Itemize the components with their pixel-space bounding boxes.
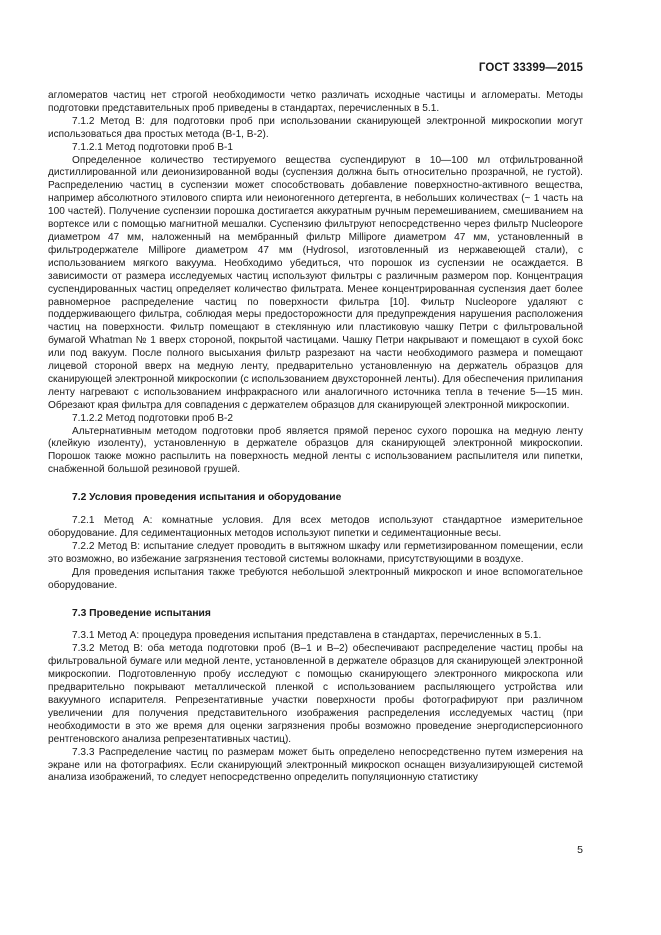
standard-code: ГОСТ 33399—2015 xyxy=(478,62,583,74)
clause-7-1-2-1-text: Определенное количество тестируемого вещества суспендируют в 10—100 мл отфильтрованной дистиллированной или деионизированной воды (суспензия должна быть относительно прозрачной, не густой). Распределению частиц в суспензии может способствовать добавление поверхностно-активного вещества, например абсолютного этилового спирта или неионогенного детергента, в небольших количествах (~ 1 часть на 100 частей). Получение суспензии порошка достигается аккуратным ручным перемешиванием, смешиванием на вортексе или с помощью магнитной мешалки. Суспензию фильтруют непосредственно через фильтр Nucleopore диаметром 47 мм, наложенный на мембранный фильтр Millipore диаметром 47 мм, установленный в фильтродержателе Millipore диаметром 47 мм (Hydrosol, изготовленный из нержавеющей стали), с использованием мягкого вакуума. Необходимо убедиться, что порошок из суспензии не осаждается. В зависимости от размера исследуемых частиц используют фильтры с различным размером пор. Концентрация суспендированных частиц определяет количество фильтрата. Менее концентрированная суспензия дает более равномерное распределение частиц по поверхности фильтра [10]. Фильтр Nucleopore удаляют с поддерживающего фильтра, соблюдая меры предосторожности для предупреждения нарушения расположения частиц на поверхности. Фильтр помещают в стеклянную или пластиковую чашку Петри с фильтровальной бумагой Whatman № 1 вверх стороной, покрытой частицами. Чашку Петри накрывают и помещают в сухой бокс или под вакуум. После полного высыхания фильтр разрезают на части необходимого размера и помещают лицевой стороной вверх на медную ленту, предварительно установленную на держатель образцов для сканирующей электронной микроскопии (с использованием двухсторонней ленты). Для обеспечения прилипания ленту нагревают с использованием инфракрасного или аналогичного источника тепла в течение 5—15 мин. Обрезают края фильтра для совпадения с держателем образцов для сканирующей электронной микроскопии. xyxy=(48,154,583,411)
paragraph-continuation: агломератов частиц нет строгой необходимости четко различать исходные частицы и агломераты. Методы подготовки представительных проб приведены в стандартах, перечисленных в 5.1. xyxy=(48,90,583,114)
clause-7-2-extra: Для проведения испытания также требуются небольшой электронный микроскоп и иное вспомогательное оборудование. xyxy=(48,566,583,591)
page-number: 5 xyxy=(577,844,583,856)
clause-7-3-1: 7.3.1 Метод A: процедура проведения испытания представлена в стандартах, перечисленных в 5.1. xyxy=(72,630,542,642)
clause-7-1-2-2-text: Альтернативным методом подготовки проб является прямой перенос сухого порошка на медную ленту (клейкую изоленту), установленную в держателе образцов для сканирующей электронной микроскопии. Порошок также можно распылить на поверхность медной ленты с использованием распылителя или пипетки, снабженной большой резиновой грушей. xyxy=(48,425,583,476)
clause-7-3-3: 7.3.3 Распределение частиц по размерам может быть определено непосредственно путем измерения на экране или на фотографиях. Если сканирующий электронный микроскоп оснащен визуализирующей системой анализа изображений, то следует непосредственно определить популяционную статистику xyxy=(48,746,583,784)
clause-7-2-2: 7.2.2 Метод B: испытание следует проводить в вытяжном шкафу или герметизированном помещении, если это возможно, во избежание загрязнения тестовой системы волокнами, присутствующими в воздухе. xyxy=(48,540,583,565)
document-body xyxy=(48,90,583,785)
clause-7-1-2: 7.1.2 Метод B: для подготовки проб при использовании сканирующей электронной микроскопии могут использоваться два простых метода (B-1, B-2). xyxy=(48,115,583,140)
clause-7-2-1: 7.2.1 Метод A: комнатные условия. Для всех методов используют стандартное измерительное оборудование. Для седиментационных методов используют пипетки и седиментационные весы. xyxy=(48,515,583,539)
clause-7-3-2: 7.3.2 Метод B: оба метода подготовки проб (B–1 и B–2) обеспечивают распределение частиц пробы на фильтровальной бумаге или медной ленте, установленной в держателе образцов для сканирующей электронной микроскопии. Подготовленную пробу исследуют с помощью сканирующего электронного микроскопа или предварительно покрывают металлической пленкой с использованием распыляющего устройства или вакуумного испарителя. Репрезентативные участки поверхности пробы фотографируют при различном увеличении для получения представительного изображения распределения исследуемых частиц (при необходимости в это же время для оценки загрязнения пробы возможно проведение энергодисперсионного рентгеновского анализа репрезентативных частиц). xyxy=(48,643,583,745)
section-7-3-heading: 7.3 Проведение испытания xyxy=(72,607,211,619)
clause-7-1-2-2-title: 7.1.2.2 Метод подготовки проб B-2 xyxy=(72,412,233,424)
section-7-2-heading: 7.2 Условия проведения испытания и оборудование xyxy=(72,492,342,504)
clause-7-1-2-1-title: 7.1.2.1 Метод подготовки проб B-1 xyxy=(72,141,233,153)
